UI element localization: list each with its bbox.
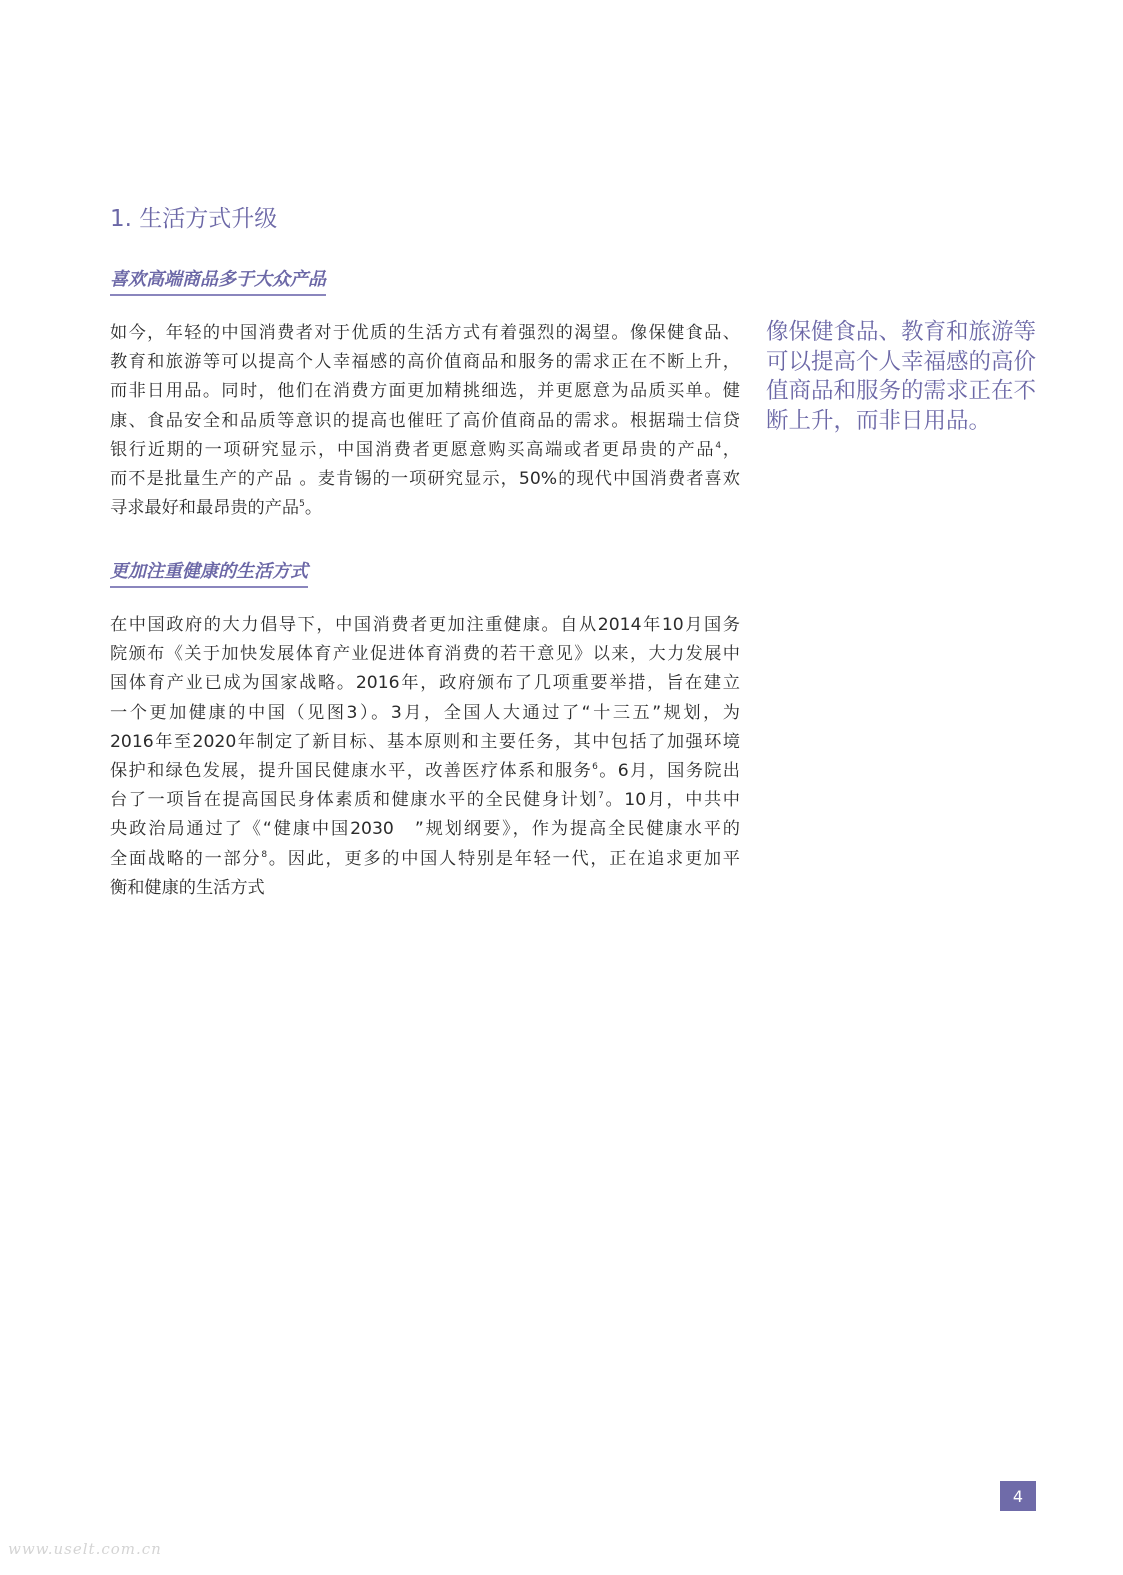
text-fragment: 。10月，中共中 <box>603 790 740 811</box>
pull-quote <box>766 318 1041 436</box>
text-fragment: 台了一项旨在提高国民身体素质和健康水平的全民健身计划 <box>110 790 599 811</box>
text-line: 国体育产业已成为国家战略。2016年，政府颁布了几项重要举措，旨在建立 <box>110 673 740 694</box>
subheading-premium-goods: 喜欢高端商品多于大众产品 <box>110 265 326 296</box>
text-line: 而非日用品。同时，他们在消费方面更加精挑细选，并更愿意为品质买单。健 <box>110 381 740 402</box>
page-number-badge: 4 <box>1000 1481 1036 1511</box>
footnote-ref-5: 5 <box>299 499 305 510</box>
text-fragment: 。因此，更多的中国人特别是年轻一代，正在追求更加平 <box>267 848 740 869</box>
paragraph-premium-goods <box>110 319 740 523</box>
text-line <box>110 845 740 874</box>
pull-quote-line: 值商品和服务的需求正在不 <box>766 378 1037 404</box>
text-fragment: 银行近期的一项研究显示，中国消费者更愿意购买高端或者更昂贵的产品 <box>110 439 716 460</box>
text-line: 一个更加健康的中国（见图3）。3月，全国人大通过了“十三五”规划，为 <box>110 702 740 723</box>
text-line: 教育和旅游等可以提高个人幸福感的高价值商品和服务的需求正在不断上升， <box>110 352 740 373</box>
pull-quote-line: 像保健食品、教育和旅游等 <box>766 319 1037 345</box>
text-line <box>110 436 740 465</box>
text-line: 在中国政府的大力倡导下，中国消费者更加注重健康。自从2014年10月国务 <box>110 615 740 635</box>
text-fragment: 全面战略的一部分 <box>110 848 262 869</box>
text-line: 2016年至2020年制定了新目标、基本原则和主要任务，其中包括了加强环境 <box>110 731 740 752</box>
text-fragment: 保护和绿色发展，提升国民健康水平，改善医疗体系和服务 <box>110 761 593 782</box>
paragraph-healthy-lifestyle <box>110 611 740 903</box>
text-fragment: 寻求最好和最昂贵的产品 <box>110 498 300 519</box>
pull-quote-line: 可以提高个人幸福感的高价 <box>766 348 1037 375</box>
footnote-ref-8: 8 <box>261 849 268 860</box>
text-fragment: ， <box>721 439 740 460</box>
text-line: 而不是批量生产的产品 。麦肯锡的一项研究显示，50%的现代中国消费者喜欢 <box>110 469 740 490</box>
pull-quote-line: 断上升，而非日用品。 <box>766 407 992 434</box>
footnote-ref-6: 6 <box>592 762 598 773</box>
subheading-healthy-lifestyle: 更加注重健康的生活方式 <box>110 557 308 588</box>
section-title: 1. 生活方式升级 <box>110 206 278 232</box>
text-line <box>110 757 740 786</box>
text-fragment: 。6月，国务院出 <box>597 761 740 782</box>
text-line: 央政治局通过了《“健康中国2030 ”规划纲要》，作为提高全民健康水平的 <box>110 819 740 840</box>
text-line <box>110 786 740 815</box>
text-line: 康、食品安全和品质等意识的提高也催旺了高价值商品的需求。根据瑞士信贷 <box>110 410 740 431</box>
text-line: 如今，年轻的中国消费者对于优质的生活方式有着强烈的渴望。像保健食品、 <box>110 323 740 343</box>
text-fragment: 。 <box>304 498 323 519</box>
footnote-ref-4: 4 <box>715 440 722 451</box>
text-line <box>110 494 740 523</box>
text-line: 院颁布《关于加快发展体育产业促进体育消费的若干意见》以来，大力发展中 <box>110 644 740 665</box>
watermark: www.uselt.com.cn <box>8 1540 162 1558</box>
text-line: 衡和健康的生活方式 <box>110 877 265 898</box>
footnote-ref-7: 7 <box>598 791 604 802</box>
